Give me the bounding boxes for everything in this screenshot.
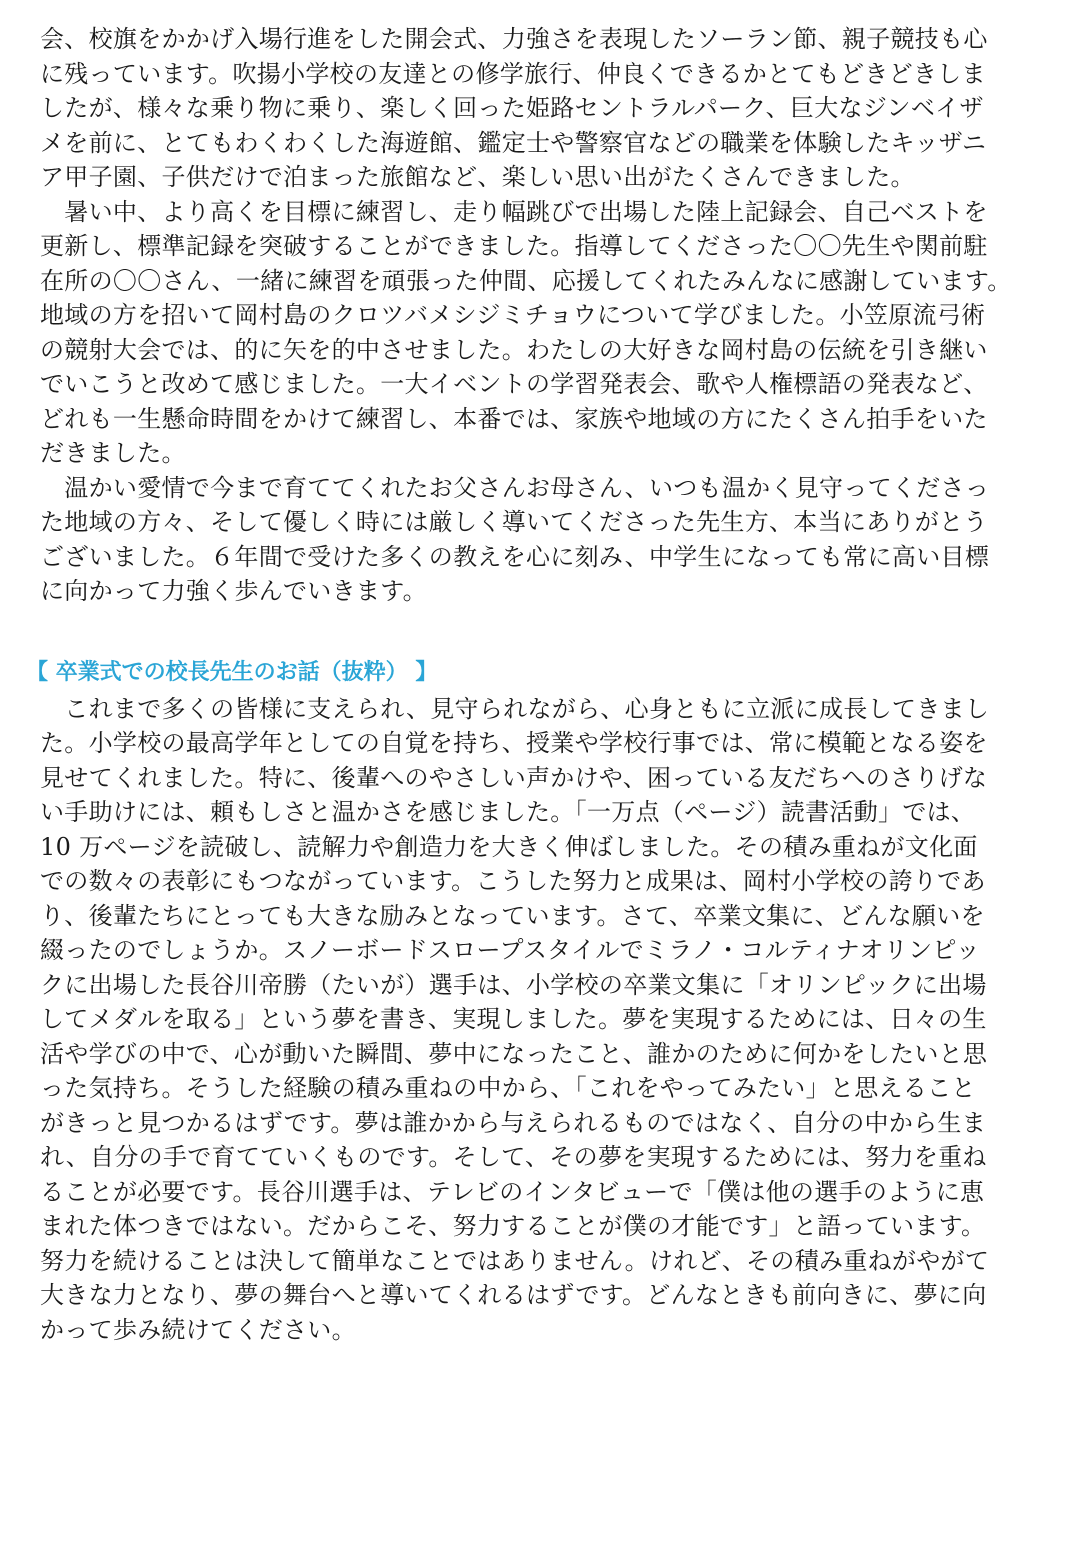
text-line: かって歩み続けてください。 xyxy=(40,1315,356,1344)
section-principal-speech xyxy=(26,655,1040,1348)
text-line: た地域の方々、そして優しく時には厳しく導いてくださった先生方、本当にありがとう xyxy=(40,508,988,536)
section-heading: 【 卒業式での校長先生のお話（抜粋） 】 xyxy=(26,659,438,685)
text-line: 10 万ページを読破し、読解力や創造力を大きく伸ばしました。その積み重ねが文化面 xyxy=(40,832,978,861)
text-line: でいこうと改めて感じました。一大イベントの学習発表会、歌や人権標語の発表など、 xyxy=(40,370,988,398)
text-line: に向かって力強く歩んでいきます。 xyxy=(40,577,427,605)
text-line: ございました。６年間で受けた多くの教えを心に刻み、中学生になっても常に高い目標 xyxy=(40,542,990,571)
text-line: 会、校旗をかかげ入場行進をした開会式、力強さを表現したソーラン節、親子競技も心 xyxy=(40,25,988,53)
section-student-speech xyxy=(40,22,1040,609)
text-line: での数々の表彰にもつながっています。こうした努力と成果は、岡村小学校の誇りであ xyxy=(40,867,986,895)
text-line: だきました。 xyxy=(40,439,186,467)
text-line: 暑い中、より高くを目標に練習し、走り幅跳びで出場した陸上記録会、自己ベストを xyxy=(40,197,988,226)
text-line: どれも一生懸命時間をかけて練習し、本番では、家族や地域の方にたくさん拍手をいた xyxy=(40,404,988,433)
text-line: したが、様々な乗り物に乗り、楽しく回った姫路セントラルパーク、巨大なジンベイザ xyxy=(40,94,984,122)
text-line: り、後輩たちにとっても大きな励みとなっています。さて、卒業文集に、どんな願いを xyxy=(40,901,985,930)
text-line: がきっと見つかるはずです。夢は誰かから与えられるものではなく、自分の中から生ま xyxy=(40,1108,987,1137)
text-line: った気持ち。そうした経験の積み重ねの中から、「これをやってみたい」と思えること xyxy=(40,1074,976,1102)
text-line: 在所の〇〇さん、一緒に練習を頑張った仲間、応援してくれたみんなに感謝しています。 xyxy=(40,266,1012,295)
text-line: ア甲子園、子供だけで泊まった旅館など、楽しい思い出がたくさんできました。 xyxy=(40,163,915,191)
text-line: の競射大会では、的に矢を的中させました。わたしの大好きな岡村島の伝統を引き継い xyxy=(40,335,988,364)
text-line: 地域の方を招いて岡村島のクロツバメシジミチョウについて学びました。小笠原流弓術 xyxy=(40,301,986,329)
text-line: してメダルを取る」という夢を書き、実現しました。夢を実現するためには、日々の生 xyxy=(40,1005,987,1033)
text-line: 綴ったのでしょうか。スノーボードスロープスタイルでミラノ・コルティナオリンピッ xyxy=(40,936,981,964)
text-line: まれた体つきではない。だからこそ、努力することが僕の才能です」と語っています。 xyxy=(40,1212,986,1240)
section-gap xyxy=(40,609,1040,655)
text-line: い手助けには、頼もしさと温かさを感じました。「一万点（ページ）読書活動」では、 xyxy=(40,798,976,826)
document-page xyxy=(26,22,1040,1347)
text-line: 見せてくれました。特に、後輩へのやさしい声かけや、困っている友だちへのさりげな xyxy=(40,763,988,792)
text-line: 活や学びの中で、心が動いた瞬間、夢中になったこと、誰かのために何かをしたいと思 xyxy=(40,1039,988,1068)
text-line: に残っています。吹揚小学校の友達との修学旅行、仲良くできるかとてもどきどきしま xyxy=(40,59,986,88)
text-line: これまで多くの皆様に支えられ、見守られながら、心身ともに立派に成長してきまし xyxy=(40,694,990,723)
text-line: れ、自分の手で育てていくものです。そして、その夢を実現するためには、努力を重ね xyxy=(40,1143,987,1171)
text-line: 更新し、標準記録を突破することができました。指導してくださった〇〇先生や関前駐 xyxy=(40,232,988,260)
text-line: クに出場した長谷川帝勝（たいが）選手は、小学校の卒業文集に「オリンピックに出場 xyxy=(40,970,987,999)
text-line: た。小学校の最高学年としての自覚を持ち、授業や学校行事では、常に模範となる姿を xyxy=(40,729,988,757)
text-line: 努力を続けることは決して簡単なことではありません。けれど、その積み重ねがやがて xyxy=(40,1246,990,1275)
text-line: 大きな力となり、夢の舞台へと導いてくれるはずです。どんなときも前向きに、夢に向 xyxy=(40,1281,987,1309)
text-line: メを前に、とてもわくわくした海遊館、鑑定士や警察官などの職業を体験したキッザニ xyxy=(40,128,987,157)
text-line: ることが必要です。長谷川選手は、テレビのインタビューで「僕は他の選手のように恵 xyxy=(40,1177,985,1206)
text-line: 温かい愛情で今まで育ててくれたお父さんお母さん、いつも温かく見守ってくださっ xyxy=(40,473,990,502)
